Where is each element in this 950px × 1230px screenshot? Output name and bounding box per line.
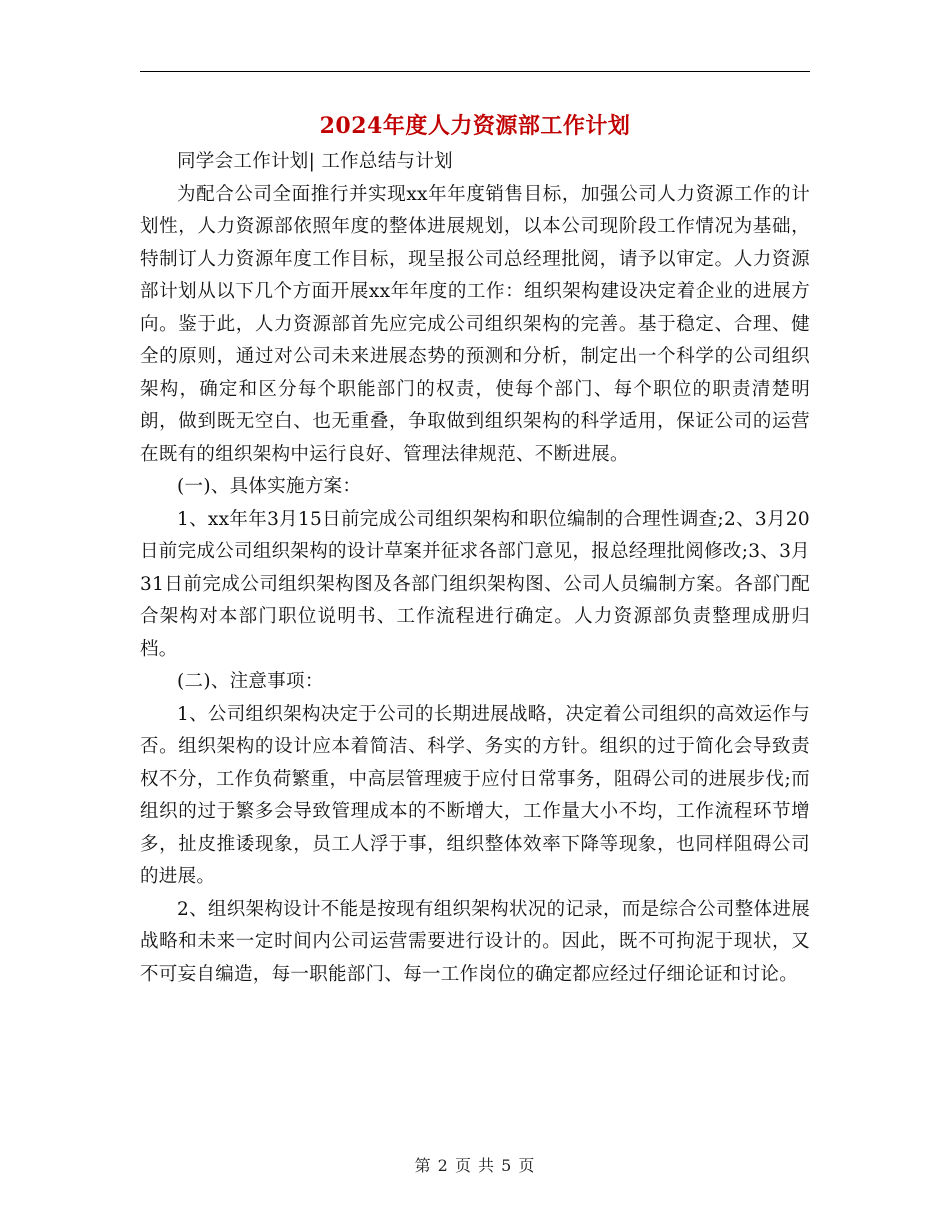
section-heading-notes: (二)、注意事项： — [177, 671, 324, 692]
document-title: 2024年度人力资源部工作计划 — [319, 113, 631, 139]
implementation-paragraph: 1、xx年年3月15日前完成公司组织架构和职位编制的合理性调查;2、3月20日前完成公司组织架构的设计草案并征求各部门意见，报总经理批阅修改;3、3月31日前完成公司组织架构图及各部门组织架构图、公司人员编制方案。各部门配合架构对本部门职位说明书、工作流程进行确定。人力资源部负责整理成册归档。 — [140, 508, 810, 660]
notes-paragraph-1: 1、公司组织架构决定于公司的长期进展战略，决定着公司组织的高效运作与否。组织架构的设计应本着简洁、科学、务实的方针。组织的过于简化会导致责权不分，工作负荷繁重，中高层管理疲于应付日常事务，阻碍公司的进展步伐;而组织的过于繁多会导致管理成本的不断增大，工作量大小不均，工作流程环节增多，扯皮推诿现象，员工人浮于事，组织整体效率下降等现象，也同样阻碍公司的进展。 — [140, 703, 810, 887]
header-rule — [140, 71, 810, 72]
notes-paragraph-2: 2、组织架构设计不能是按现有组织架构状况的记录，而是综合公司整体进展战略和未来一定时间内公司运营需要进行设计的。因此，既不可拘泥于现状，又不可妄自编造，每一职能部门、每一工作岗位的确定都应经过仔细论证和讨论。 — [140, 898, 810, 985]
subtitle-line: 同学会工作计划| 工作总结与计划 — [177, 151, 453, 172]
intro-paragraph: 为配合公司全面推行并实现xx年年度销售目标，加强公司人力资源工作的计划性，人力资源部依照年度的整体进展规划，以本公司现阶段工作情况为基础，特制订人力资源年度工作目标，现呈报公司总经理批阅，请予以审定。人力资源部计划从以下几个方面开展xx年年度的工作：组织架构建设决定着企业的进展方向。鉴于此，人力资源部首先应完成公司组织架构的完善。基于稳定、合理、健全的原则，通过对公司未来进展态势的预测和分析，制定出一个科学的公司组织架构，确定和区分每个职能部门的权责，使每个部门、每个职位的职责清楚明朗，做到既无空白、也无重叠，争取做到组织架构的科学适用，保证公司的运营在既有的组织架构中运行良好、管理法律规范、不断进展。 — [140, 183, 810, 465]
document-body — [140, 146, 810, 991]
page-number-footer: 第 2 页 共 5 页 — [414, 1156, 536, 1175]
section-heading-implementation: (一)、具体实施方案： — [177, 476, 362, 497]
